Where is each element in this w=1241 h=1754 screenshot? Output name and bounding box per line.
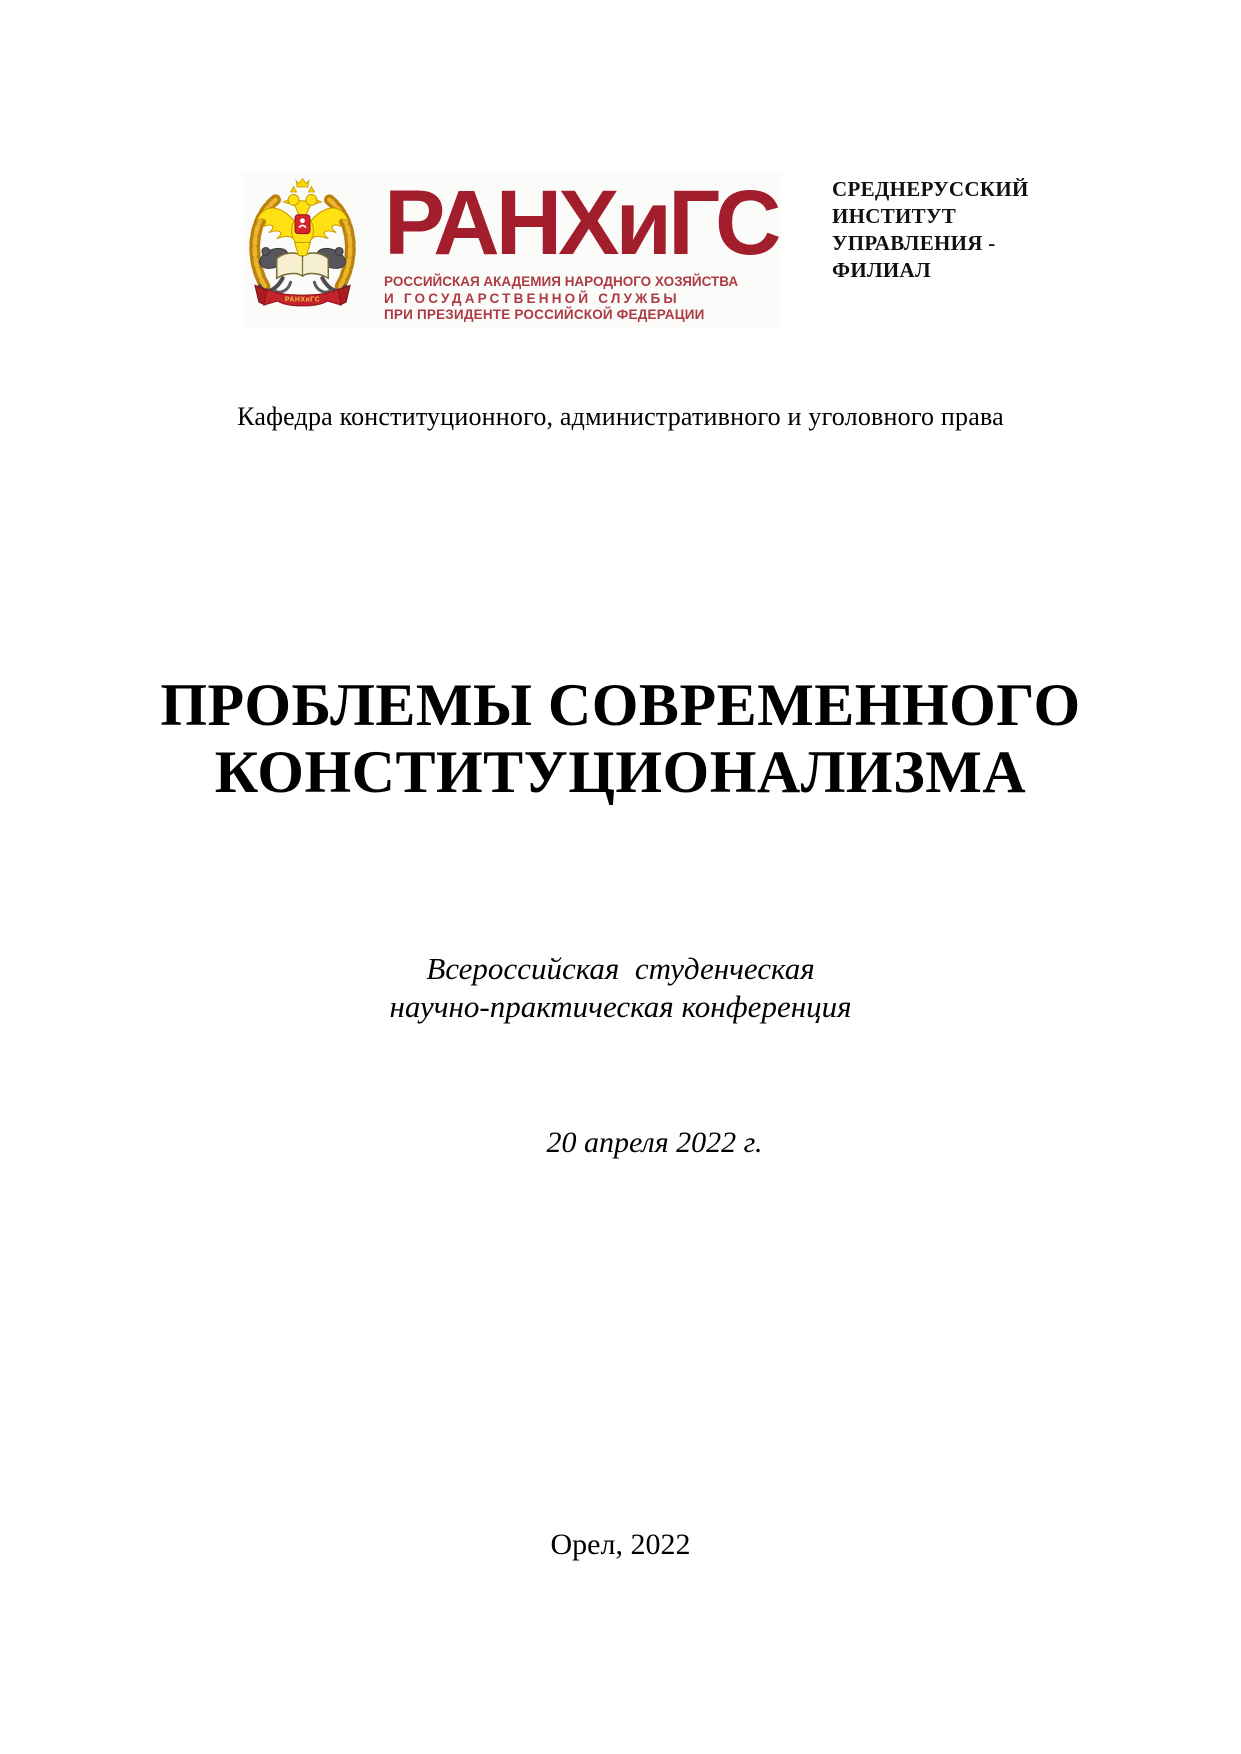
institute-line: ФИЛИАЛ xyxy=(832,258,931,282)
ranepa-acronym: РАНХиГС xyxy=(384,172,778,274)
conference-subtitle xyxy=(0,950,1241,1026)
page-title-line1: ПРОБЛЕМЫ СОВРЕМЕННОГО xyxy=(160,672,1081,738)
conference-date-text: 20 апреля 2022 г. xyxy=(546,1126,763,1159)
ranepa-logo-banner xyxy=(243,173,781,328)
institute-line: СРЕДНЕРУССКИЙ xyxy=(832,177,1029,201)
department-name: Кафедра конституционного, административного и уголовного права xyxy=(237,402,1004,431)
ranepa-name-line2: И ГОСУДАРСТВЕННОЙ СЛУЖБЫ xyxy=(384,290,680,306)
ranepa-name-line1: РОССИЙСКАЯ АКАДЕМИЯ НАРОДНОГО ХОЗЯЙСТВА xyxy=(384,274,739,289)
ranepa-name-line3: ПРИ ПРЕЗИДЕНТЕ РОССИЙСКОЙ ФЕДЕРАЦИИ xyxy=(384,307,705,322)
institute-line: ИНСТИТУТ xyxy=(832,204,957,228)
institute-name xyxy=(832,176,1062,284)
page-title-line2: КОНСТИТУЦИОНАЛИЗМА xyxy=(214,739,1027,805)
page-title xyxy=(0,672,1241,806)
ranepa-coat-of-arms-icon xyxy=(243,175,362,320)
conference-subtitle-line1: Всероссийская студенческая xyxy=(426,951,815,986)
emblem-ribbon-text: РАНХиГС xyxy=(284,296,321,304)
ranepa-full-name xyxy=(384,274,739,324)
conference-date xyxy=(0,1126,1241,1160)
institute-line: УПРАВЛЕНИЯ - xyxy=(832,231,996,255)
imprint-city-year: Орел, 2022 xyxy=(550,1528,691,1561)
conference-subtitle-line2: научно-практическая конференция xyxy=(389,989,852,1024)
ranepa-logo-text xyxy=(384,172,778,324)
